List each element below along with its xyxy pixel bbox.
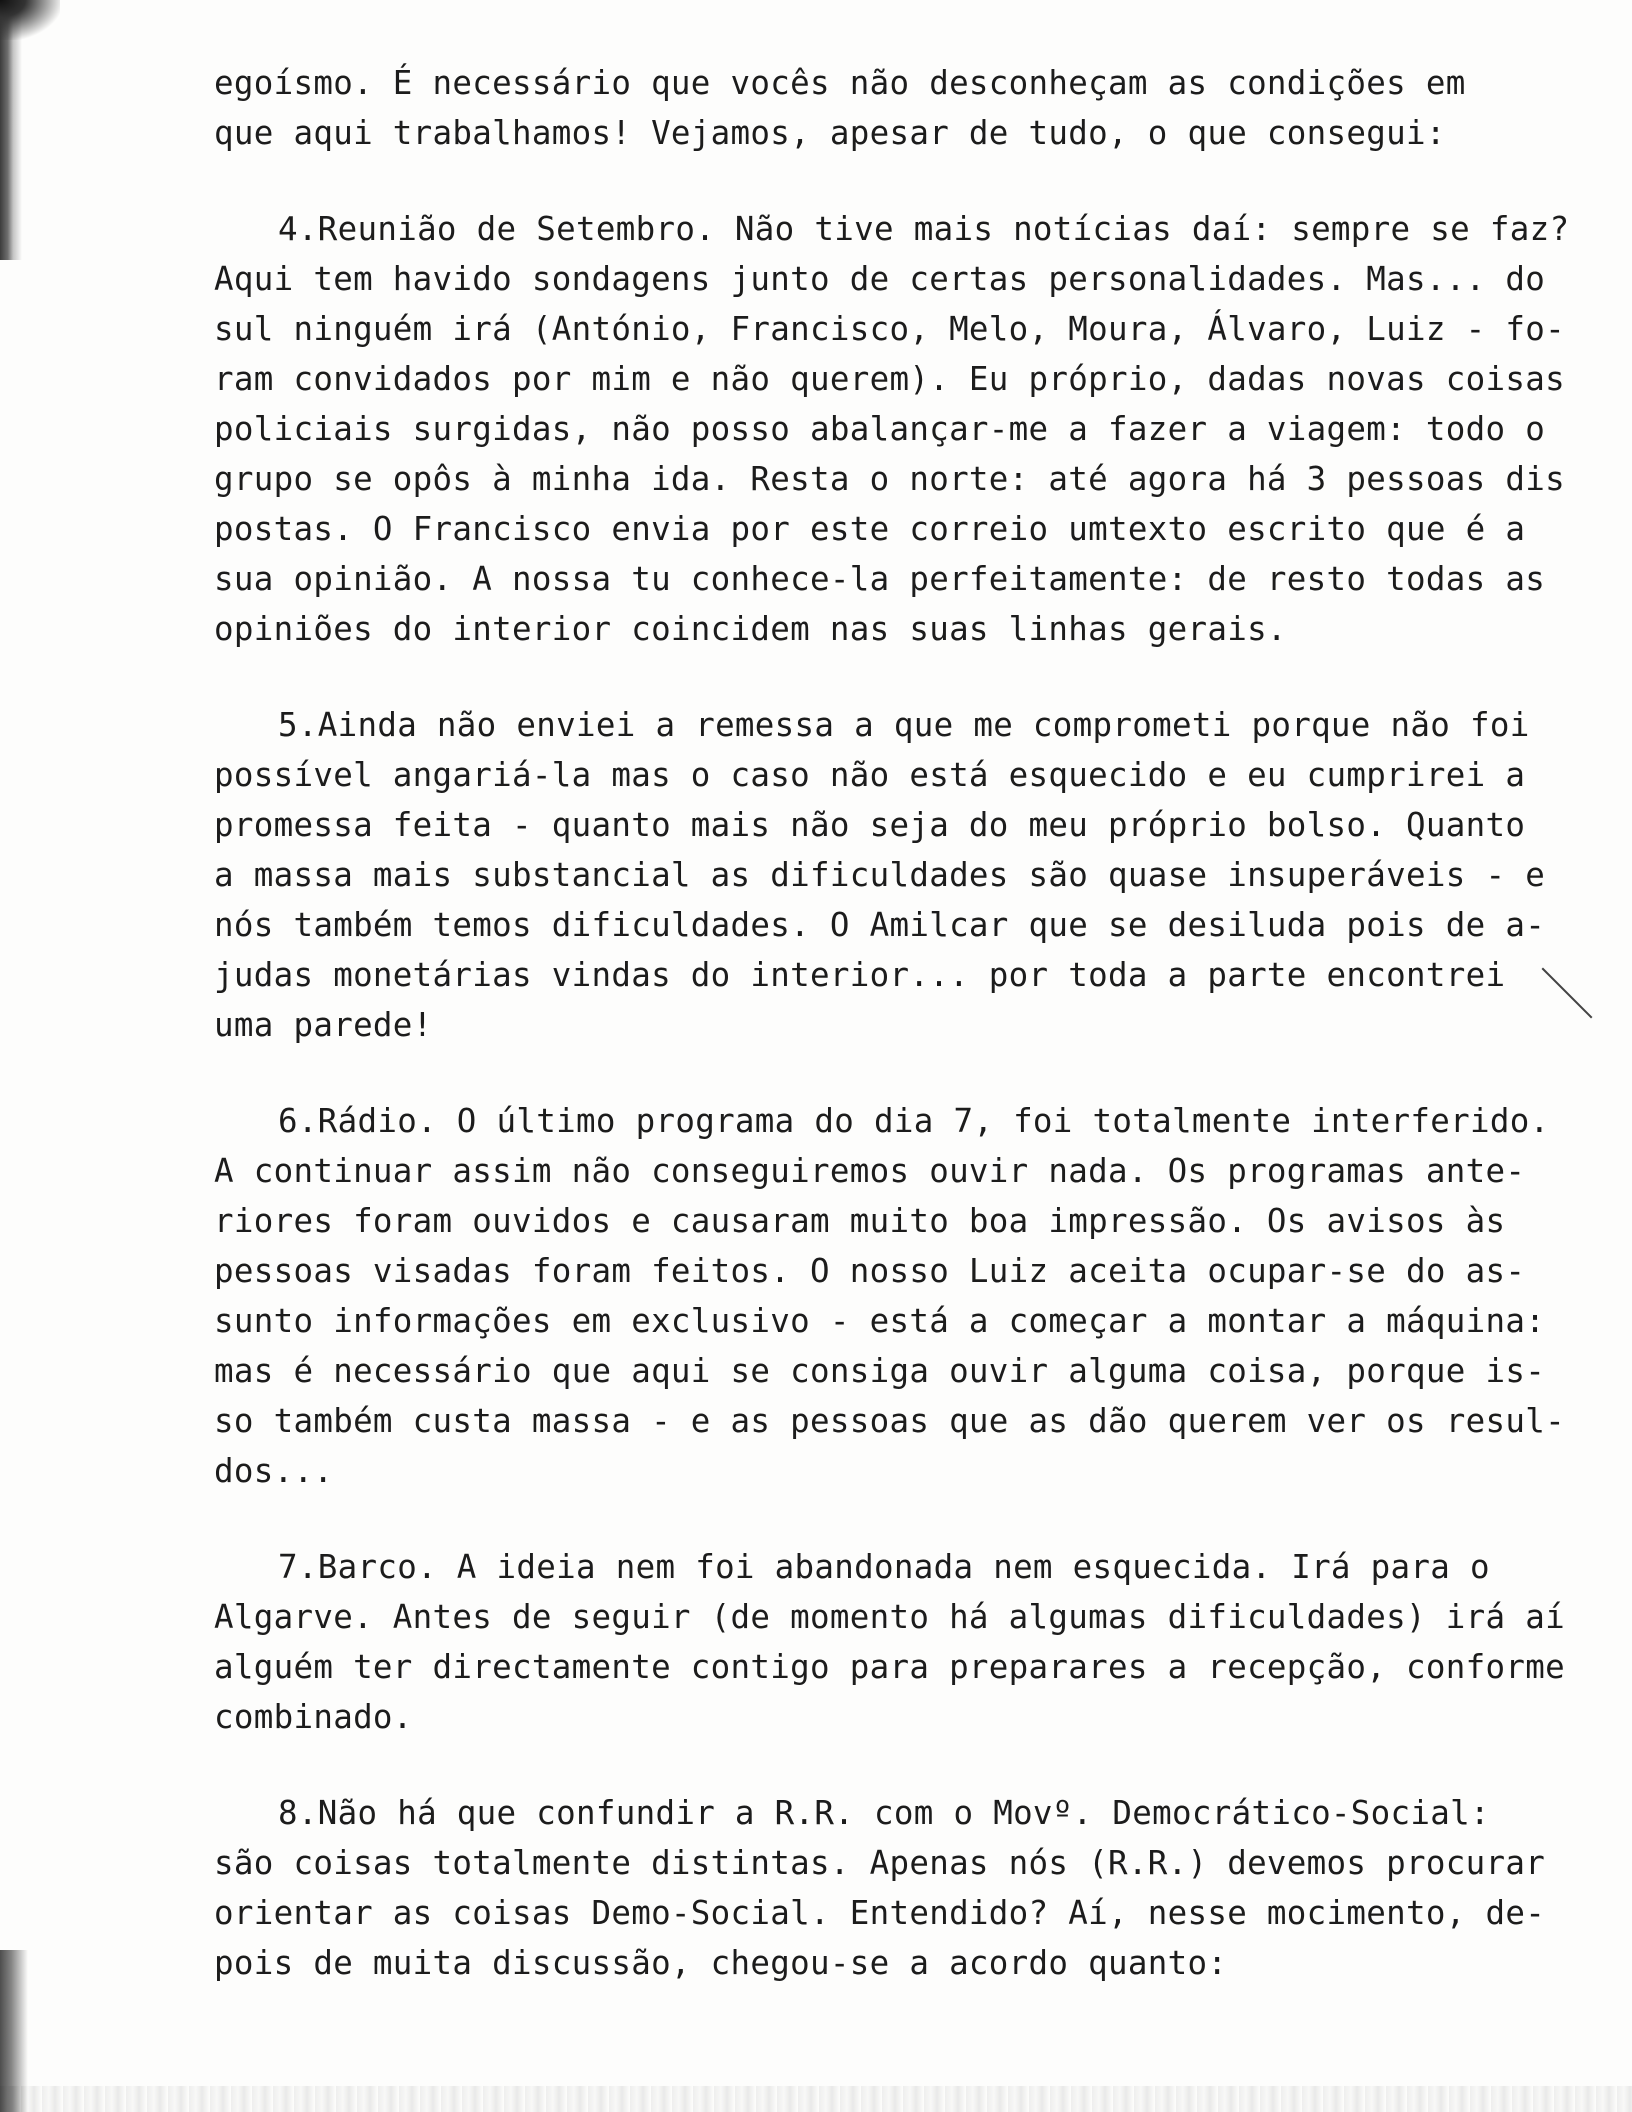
text-line: 8.Não há que confundir a R.R. com o Movº. Democrático-Social: bbox=[278, 1794, 1490, 1832]
paragraph-gap bbox=[214, 654, 1614, 700]
text-line: são coisas totalmente distintas. Apenas nós (R.R.) devemos procurar bbox=[214, 1844, 1546, 1882]
text-line: orientar as coisas Demo-Social. Entendido? Aí, nesse mocimento, de- bbox=[214, 1894, 1546, 1932]
text-line: so também custa massa - e as pessoas que as dão querem ver os resul- bbox=[214, 1402, 1565, 1440]
text-line: pois de muita discussão, chegou-se a acordo quanto: bbox=[214, 1944, 1228, 1982]
text-line: sul ninguém irá (António, Francisco, Melo, Moura, Álvaro, Luiz - fo- bbox=[214, 310, 1565, 348]
text-line: postas. O Francisco envia por este correio umtexto escrito que é a bbox=[214, 510, 1526, 548]
paragraph-item-7 bbox=[214, 1542, 1614, 1742]
text-line: 5.Ainda não enviei a remessa a que me comprometi porque não foi bbox=[278, 706, 1530, 744]
paragraph-gap bbox=[214, 1496, 1614, 1542]
text-line: sua opinião. A nossa tu conhece-la perfeitamente: de resto todas as bbox=[214, 560, 1546, 598]
text-line: a massa mais substancial as dificuldades são quase insuperáveis - e bbox=[214, 856, 1546, 894]
text-line: riores foram ouvidos e causaram muito boa impressão. Os avisos às bbox=[214, 1202, 1506, 1240]
paragraph-item-6 bbox=[214, 1096, 1614, 1496]
text-line: possível angariá-la mas o caso não está esquecido e eu cumprirei a bbox=[214, 756, 1526, 794]
text-line: que aqui trabalhamos! Vejamos, apesar de tudo, o que consegui: bbox=[214, 114, 1446, 152]
text-line: pessoas visadas foram feitos. O nosso Luiz aceita ocupar-se do as- bbox=[214, 1252, 1526, 1290]
paragraph-item-8 bbox=[214, 1788, 1614, 1988]
text-line: egoísmo. É necessário que vocês não desconheçam as condições em bbox=[214, 64, 1466, 102]
text-line: alguém ter directamente contigo para preparares a recepção, conforme bbox=[214, 1648, 1565, 1686]
text-line: judas monetárias vindas do interior... por toda a parte encontrei bbox=[214, 956, 1506, 994]
paragraph-continuation bbox=[214, 58, 1614, 158]
text-line: policiais surgidas, não posso abalançar-me a fazer a viagem: todo o bbox=[214, 410, 1546, 448]
text-line: uma parede! bbox=[214, 1006, 433, 1044]
text-line: nós também temos dificuldades. O Amilcar que se desiluda pois de a- bbox=[214, 906, 1546, 944]
text-line: Algarve. Antes de seguir (de momento há algumas dificuldades) irá aí bbox=[214, 1598, 1565, 1636]
paragraph-gap bbox=[214, 1742, 1614, 1788]
text-line: promessa feita - quanto mais não seja do meu próprio bolso. Quanto bbox=[214, 806, 1526, 844]
text-line: A continuar assim não conseguiremos ouvir nada. Os programas ante- bbox=[214, 1152, 1526, 1190]
paragraph-item-5 bbox=[214, 700, 1614, 1050]
paragraph-gap bbox=[214, 1050, 1614, 1096]
scan-corner-shadow bbox=[0, 0, 60, 40]
text-line: 6.Rádio. O último programa do dia 7, foi totalmente interferido. bbox=[278, 1102, 1550, 1140]
text-line: dos... bbox=[214, 1452, 334, 1490]
text-line: grupo se opôs à minha ida. Resta o norte: até agora há 3 pessoas dis bbox=[214, 460, 1565, 498]
paragraph-gap bbox=[214, 158, 1614, 204]
text-line: ram convidados por mim e não querem). Eu próprio, dadas novas coisas bbox=[214, 360, 1565, 398]
letter-body bbox=[214, 58, 1614, 1988]
text-line: combinado. bbox=[214, 1698, 413, 1736]
text-line: opiniões do interior coincidem nas suas linhas gerais. bbox=[214, 610, 1287, 648]
text-line: mas é necessário que aqui se consiga ouvir alguma coisa, porque is- bbox=[214, 1352, 1546, 1390]
paragraph-item-4 bbox=[214, 204, 1614, 654]
scan-bottom-noise bbox=[0, 2086, 1632, 2112]
text-line: 4.Reunião de Setembro. Não tive mais notícias daí: sempre se faz? bbox=[278, 210, 1570, 248]
text-line: Aqui tem havido sondagens junto de certas personalidades. Mas... do bbox=[214, 260, 1546, 298]
text-line: sunto informações em exclusivo - está a começar a montar a máquina: bbox=[214, 1302, 1546, 1340]
text-line: 7.Barco. A ideia nem foi abandonada nem esquecida. Irá para o bbox=[278, 1548, 1490, 1586]
